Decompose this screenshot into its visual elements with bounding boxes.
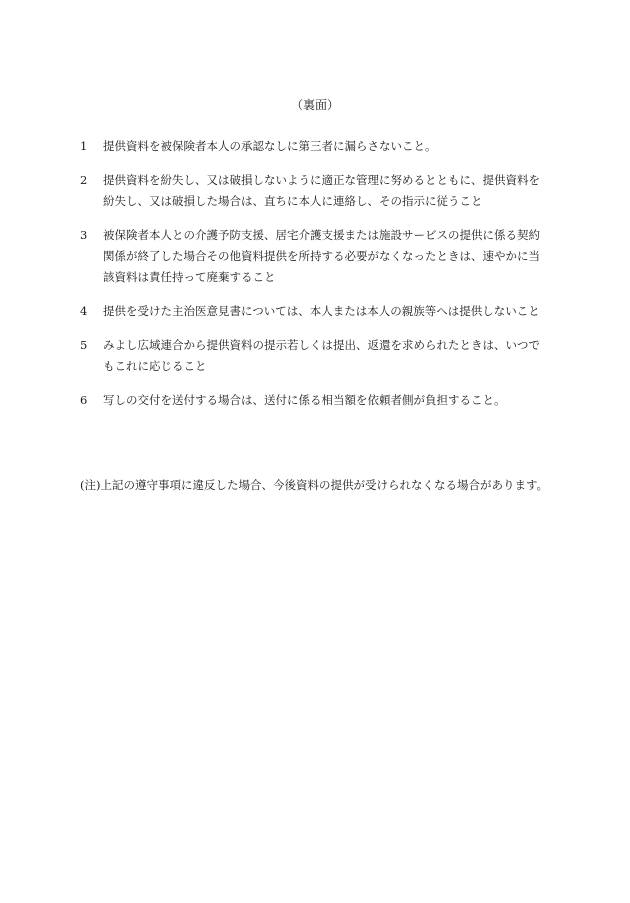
item-number: 1 [80,139,88,153]
item-text: 写しの交付を送付する場合は、送付に係る相当額を依頼者側が負担すること。 [103,393,506,407]
list-item [80,225,560,288]
list-item [80,390,560,411]
item-number: 3 [80,228,88,242]
item-number: 6 [80,393,88,407]
item-text: 提供を受けた主治医意見書については、本人または本人の親族等へは提供しないこと [103,304,540,318]
item-text: 提供資料を被保険者本人の承認なしに第三者に漏らさないこと。 [103,139,437,153]
list-item [80,170,560,212]
list-item [80,335,560,377]
list-item [80,301,560,322]
item-text: 提供資料を紛失し、又は破損しないように適正な管理に努めるとともに、提供資料を 紛失し、又は破損した場合は、直ちに本人に連絡し、その指示に従うこと [103,173,540,208]
item-text: 被保険者本人との介護予防支援、居宅介護支援または施設サービスの提供に係る契約 関係が終了した場合その他資料提供を所持する必要がなくなったときは、速やかに当 該資料は責任持って廃棄すること [103,228,540,284]
item-text: みよし広域連合から提供資料の提示若しくは提出、返還を求められたときは、いつで もこれに応じること [103,338,540,373]
list-item [80,136,560,157]
rules-list [80,136,560,424]
footnote: (注)上記の遵守事項に違反した場合、今後資料の提供が受けられなくなる場合があります。 [80,478,549,492]
item-number: 4 [80,304,88,318]
item-number: 5 [80,338,88,352]
item-number: 2 [80,173,88,187]
page-heading: （裏面） [290,98,339,112]
